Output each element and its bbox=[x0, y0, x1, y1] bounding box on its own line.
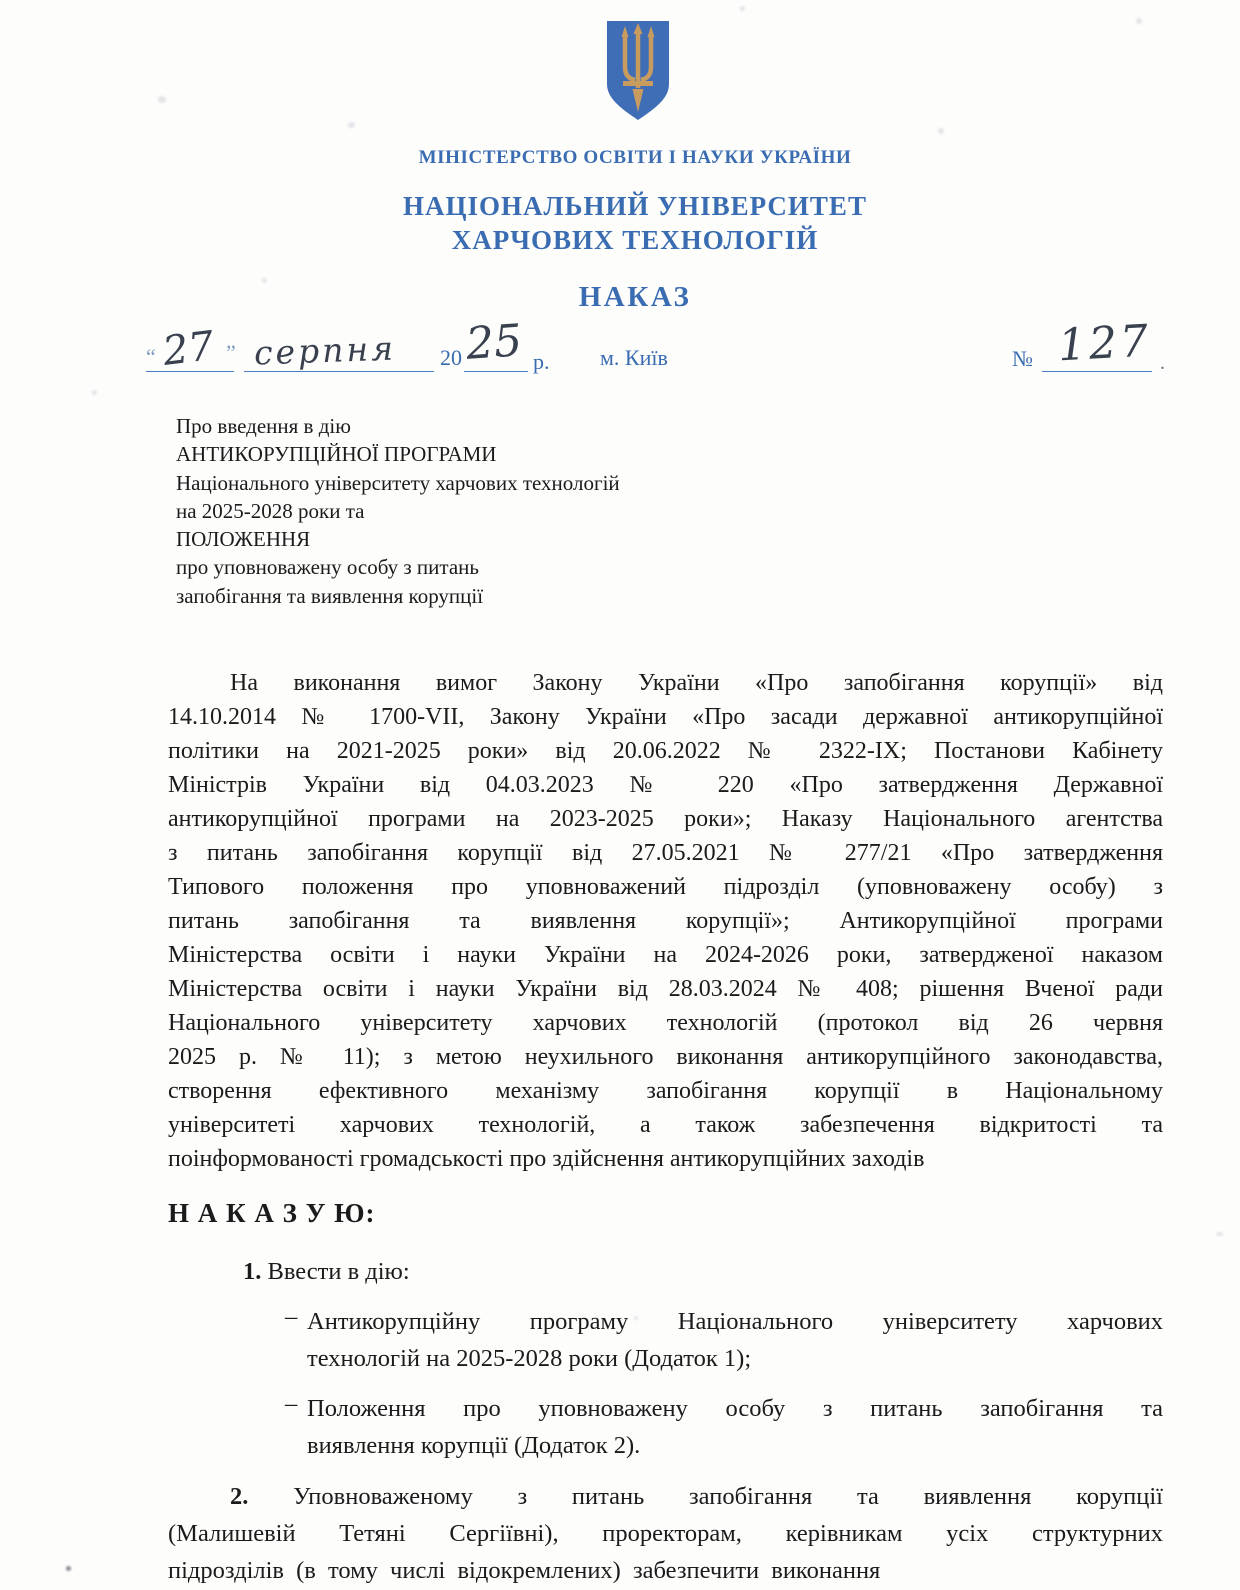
open-quote-mark: “ bbox=[146, 344, 156, 369]
day-underline bbox=[146, 371, 234, 372]
scan-artifact bbox=[66, 1566, 71, 1571]
scan-artifact bbox=[740, 6, 745, 11]
handwritten-month: серпня bbox=[253, 328, 397, 373]
text-line: поінформованості громадськості про здійснення антикорупційних заходів bbox=[168, 1146, 925, 1172]
text-line: 2. Уповноваженому з питань запобігання та виявлення корупції bbox=[230, 1483, 1163, 1510]
text-line: Про введення в дію bbox=[176, 414, 351, 438]
scan-artifact bbox=[262, 278, 267, 283]
handwritten-year: 25 bbox=[464, 315, 524, 370]
text-line: з питань запобігання корупції від 27.05.2021 № 277/21 «Про затвердження bbox=[168, 840, 1163, 866]
scan-artifact bbox=[634, 1316, 638, 1320]
text-line: Міністерства освіти і науки України на 2024-2026 роки, затвердженої наказом bbox=[168, 942, 1163, 968]
handwritten-order-number: 127 bbox=[1056, 315, 1153, 372]
text-line: Міністерства освіти і науки України від 28.03.2024 № 408; рішення Вченої ради bbox=[168, 976, 1163, 1002]
text-line: Національного університету харчових технологій bbox=[176, 470, 620, 495]
bullet-dash: – bbox=[285, 1390, 298, 1417]
scan-artifact bbox=[348, 122, 355, 128]
text-line: створення ефективного механізму запобігання корупції в Національному bbox=[168, 1078, 1163, 1104]
text-line: АНТИКОРУПЦІЙНОЇ ПРОГРАМИ bbox=[176, 442, 497, 467]
year-prefix: 20 bbox=[440, 345, 462, 370]
scan-artifact bbox=[1216, 1232, 1223, 1236]
university-name-line2: ХАРЧОВИХ ТЕХНОЛОГІЙ bbox=[451, 225, 819, 255]
text-line: запобігання та виявлення корупції bbox=[176, 583, 484, 608]
order-item-2 bbox=[168, 1478, 1163, 1589]
trailing-dot: . bbox=[1160, 352, 1165, 374]
subject-block bbox=[176, 412, 620, 610]
order-item-1 bbox=[243, 1258, 410, 1286]
order-item-1-number: 1. bbox=[243, 1258, 262, 1285]
text-line: ПОЛОЖЕННЯ bbox=[176, 527, 311, 552]
bullet-1 bbox=[307, 1303, 1163, 1377]
document-type-title: НАКАЗ bbox=[578, 281, 692, 313]
text-line: (Малишевій Тетяні Сергіївні), проректорам, керівникам усіх структурних bbox=[168, 1520, 1163, 1547]
university-name-line1: НАЦІОНАЛЬНИЙ УНІВЕРСИТЕТ bbox=[403, 191, 867, 221]
number-sign: № bbox=[1012, 346, 1033, 371]
text-line: 2025 р. № 11); з метою неухильного виконання антикорупційного законодавства, bbox=[168, 1044, 1163, 1070]
text-line: питань запобігання та виявлення корупції»; Антикорупційної програми bbox=[168, 908, 1163, 934]
order-item-1-text: Ввести в дію: bbox=[267, 1258, 410, 1285]
ministry-name: МІНІСТЕРСТВО ОСВІТИ І НАУКИ УКРАЇНИ bbox=[418, 147, 852, 168]
ukraine-trident-emblem-icon bbox=[602, 18, 674, 124]
text-line: на 2025-2028 роки та bbox=[176, 498, 365, 523]
close-quote-mark: ” bbox=[226, 340, 236, 365]
text-line: підрозділів (в тому числі відокремлених) забезпечити виконання bbox=[168, 1557, 881, 1584]
text-line: 14.10.2014 № 1700-VII, Закону України «Про засади державної антикорупційної bbox=[168, 704, 1163, 730]
text-line: Типового положення про уповноважений підрозділ (уповноважену особу) з bbox=[168, 874, 1163, 900]
handwritten-day: 27 bbox=[160, 323, 217, 375]
year-underline bbox=[464, 371, 528, 372]
text-line: На виконання вимог Закону України «Про запобігання корупції» від bbox=[230, 670, 1163, 696]
scan-artifact bbox=[158, 96, 166, 103]
bullet-dash: – bbox=[285, 1303, 298, 1330]
scan-artifact bbox=[92, 390, 97, 395]
text-line: Міністрів України від 04.03.2023 № 220 «Про затвердження Державної bbox=[168, 772, 1163, 798]
text-line: Національного університету харчових технологій (протокол від 26 червня bbox=[168, 1010, 1163, 1036]
number-underline bbox=[1042, 371, 1152, 372]
order-heading: Н А К А З У Ю: bbox=[168, 1198, 376, 1228]
text-line: Антикорупційну програму Національного університету харчових bbox=[307, 1308, 1163, 1335]
text-line: про уповноважену особу з питань bbox=[176, 555, 479, 580]
city-label: м. Київ bbox=[600, 345, 668, 370]
university-name bbox=[20, 189, 1240, 257]
preamble-paragraph bbox=[168, 666, 1163, 1176]
text-line: політики на 2021-2025 роки» від 20.06.2022 № 2322-IX; Постанови Кабінету bbox=[168, 738, 1163, 764]
scan-artifact bbox=[938, 128, 944, 134]
text-line: Положення про уповноважену особу з питань запобігання та bbox=[307, 1395, 1163, 1422]
text-line: антикорупційної програми на 2023-2025 роки»; Наказу Національного агентства bbox=[168, 806, 1163, 832]
text-line: виявлення корупції (Додаток 2). bbox=[307, 1432, 641, 1459]
month-underline bbox=[244, 371, 434, 372]
scan-artifact bbox=[1136, 18, 1142, 24]
year-label: р. bbox=[533, 349, 550, 374]
bullet-2 bbox=[307, 1390, 1163, 1464]
text-line: університеті харчових технологій, а також забезпечення відкритості та bbox=[168, 1112, 1163, 1138]
text-line: технологій на 2025-2028 роки (Додаток 1); bbox=[307, 1345, 752, 1372]
